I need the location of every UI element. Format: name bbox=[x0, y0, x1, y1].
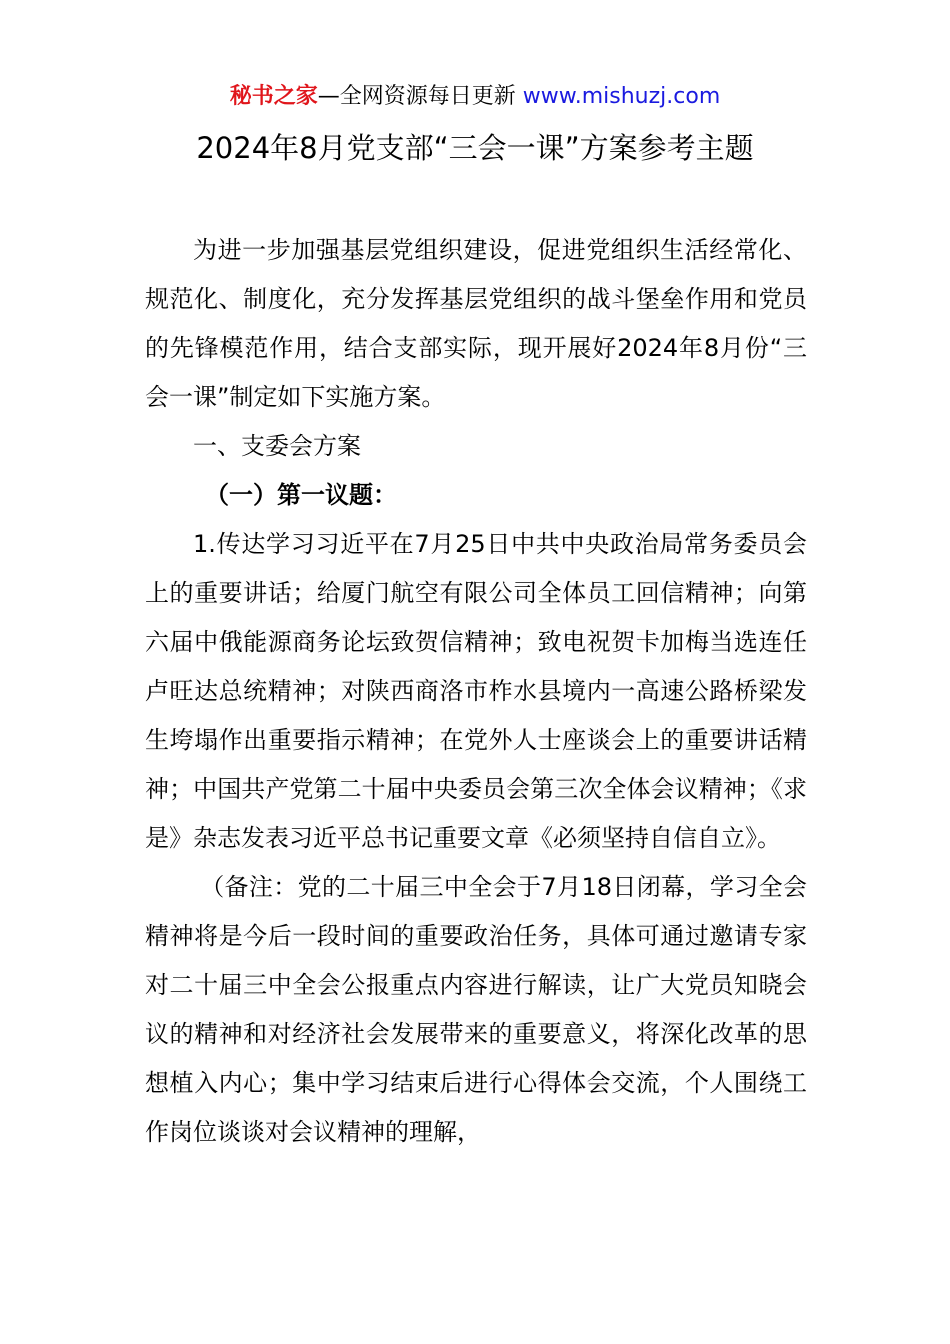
site-link[interactable]: www.mishuzj.com bbox=[522, 84, 721, 109]
section-heading: 一、支委会方案 bbox=[193, 432, 361, 460]
item-paragraph: 1.传达学习习近平在7月25日中共中央政治局常务委员会上的重要讲话；给厦门航空有限公司全体员工回信精神；向第六届中俄能源商务论坛致贺信精神；致电祝贺卡加梅当选连任卢旺达总统精神；对陕西商洛市柞水县境内一高速公路桥梁发生垮塌作出重要指示精神；在党外人士座谈会上的重要讲话精神；中国共产党第二十届中央委员会第三次全体会议精神；《求是》杂志发表习近平总书记重要文章《必须坚持自信自立》。 bbox=[145, 530, 807, 852]
header-tagline: —全网资源每日更新 bbox=[317, 84, 523, 109]
subsection-heading: （一）第一议题： bbox=[205, 481, 397, 509]
document-title: 2024年8月党支部“三会一课”方案参考主题 bbox=[196, 131, 754, 165]
document-body bbox=[145, 226, 807, 1157]
note-paragraph: （备注：党的二十届三中全会于7月18日闭幕，学习全会精神将是今后一段时间的重要政治任务，具体可通过邀请专家对二十届三中全会公报重点内容进行解读，让广大党员知晓会议的精神和对经济社会发展带来的重要意义，将深化改革的思想植入内心；集中学习结束后进行心得体会交流，个人围绕工作岗位谈谈对会议精神的理解， bbox=[145, 873, 807, 1146]
intro-paragraph: 为进一步加强基层党组织建设，促进党组织生活经常化、规范化、制度化，充分发挥基层党组织的战斗堡垒作用和党员的先锋模范作用，结合支部实际，现开展好2024年8月份“三会一课”制定如下实施方案。 bbox=[145, 236, 807, 411]
watermark-header bbox=[0, 82, 950, 112]
brand-name: 秘书之家 bbox=[229, 84, 318, 109]
